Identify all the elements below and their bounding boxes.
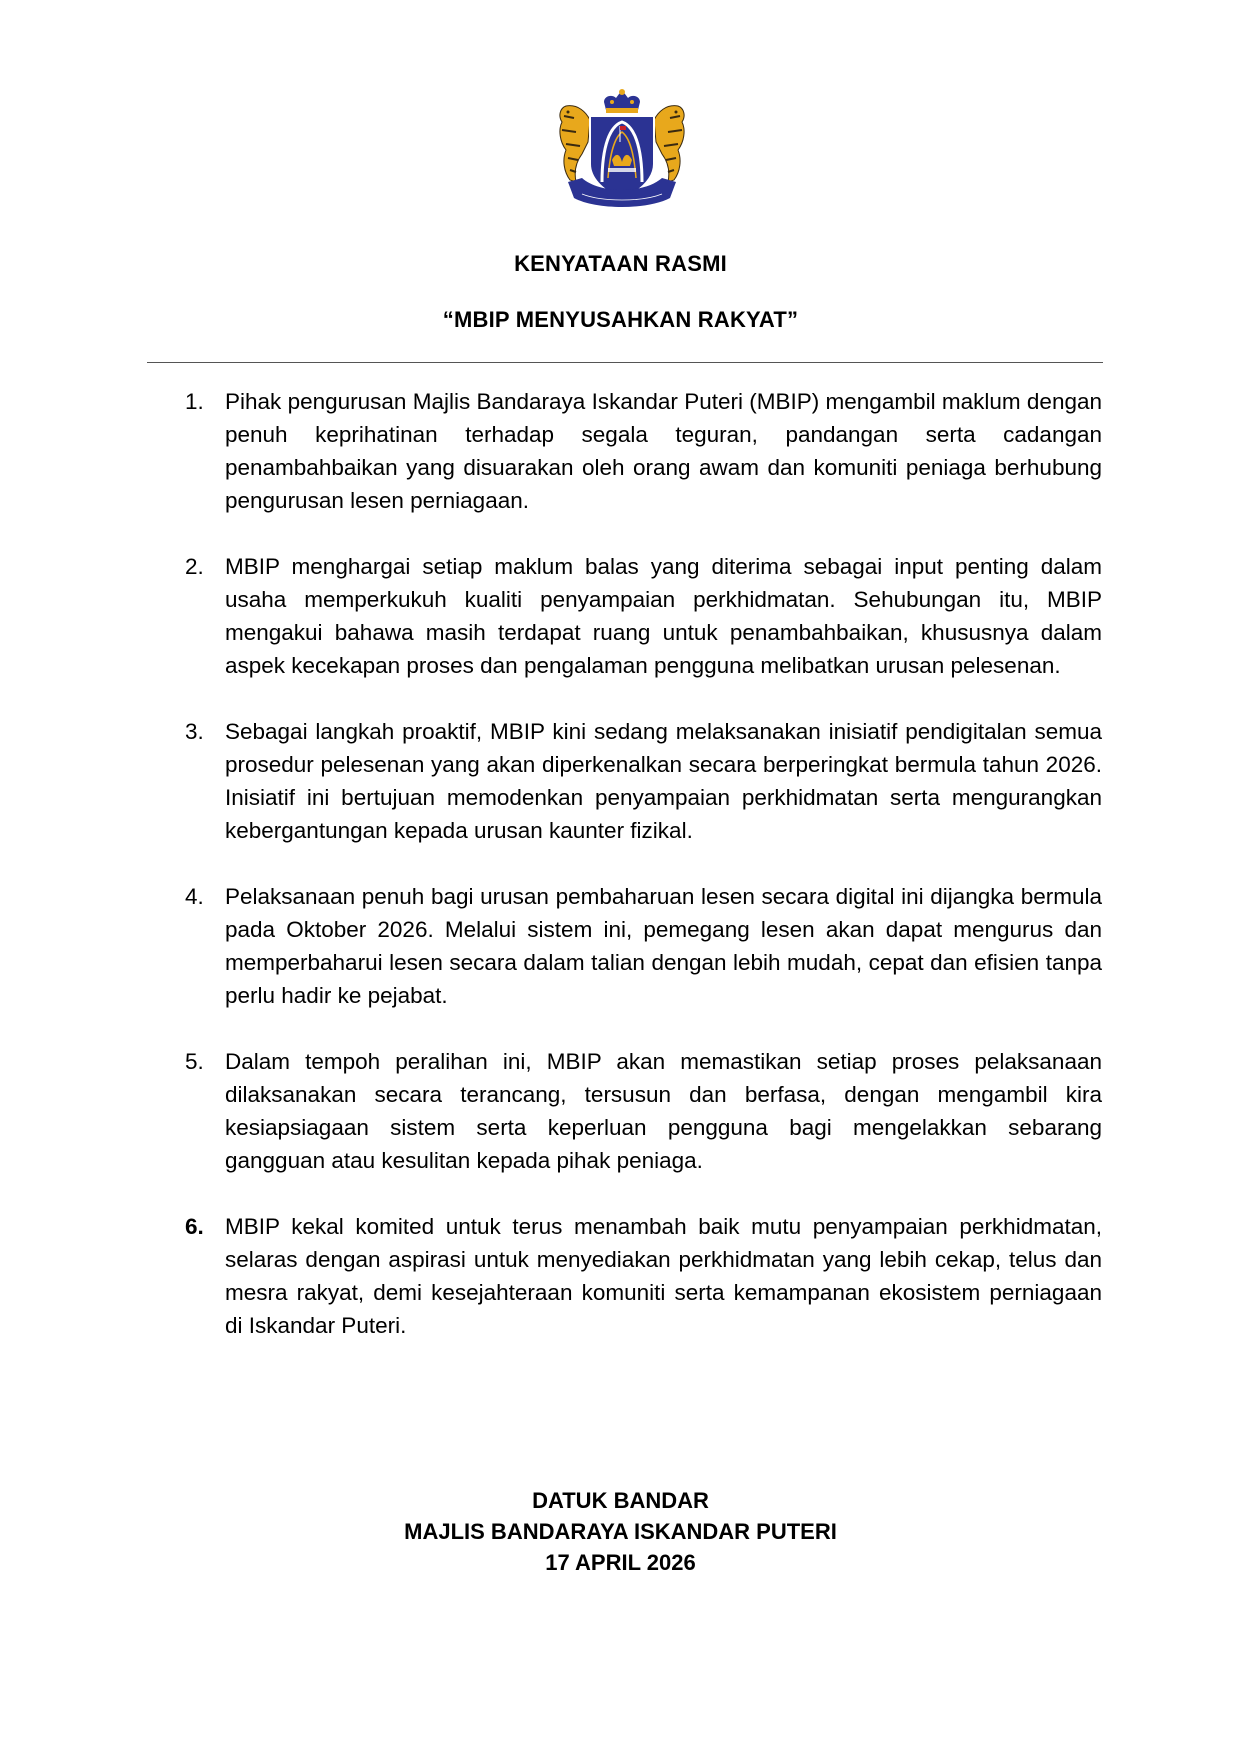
paragraph-4 bbox=[185, 880, 1102, 1012]
statement-paragraphs bbox=[185, 385, 1102, 1375]
right-tiger-icon bbox=[654, 106, 684, 182]
signature-block bbox=[0, 1485, 1241, 1578]
paragraph-6 bbox=[185, 1210, 1102, 1342]
paragraph-number: 2. bbox=[185, 554, 204, 579]
paragraph-number: 1. bbox=[185, 389, 204, 414]
paragraph-text: Dalam tempoh peralihan ini, MBIP akan memastikan setiap proses pelaksanaan dilaksanakan secara terancang, tersusun dan berfasa, dengan mengambil kira kesiapsiagaan sistem serta keperluan pengguna bagi mengelakkan sebarang gangguan atau kesulitan kepada pihak peniaga. bbox=[225, 1049, 1102, 1173]
left-tiger-icon bbox=[560, 106, 590, 182]
paragraph-text: Pihak pengurusan Majlis Bandaraya Iskandar Puteri (MBIP) mengambil maklum dengan penuh keprihatinan terhadap segala teguran, pandangan serta cadangan penambahbaikan yang disuarakan oleh orang awam dan komuniti peniaga berhubung pengurusan lesen perniagaan. bbox=[225, 389, 1102, 513]
crown-icon bbox=[604, 89, 640, 113]
paragraph-number: 4. bbox=[185, 884, 204, 909]
paragraph-text: Sebagai langkah proaktif, MBIP kini sedang melaksanakan inisiatif pendigitalan semua prosedur pelesenan yang akan diperkenalkan secara berperingkat bermula tahun 2026. Inisiatif ini bertujuan memodenkan penyampaian perkhidmatan serta mengurangkan kebergantungan kepada urusan kaunter fizikal. bbox=[225, 719, 1102, 843]
paragraph-number: 3. bbox=[185, 719, 204, 744]
paragraph-text: MBIP menghargai setiap maklum balas yang diterima sebagai input penting dalam usaha memperkukuh kualiti penyampaian perkhidmatan. Sehubungan itu, MBIP mengakui bahawa masih terdapat ruang untuk penambahbaikan, khususnya dalam aspek kecekapan proses dan pengalaman pengguna melibatkan urusan pelesenan. bbox=[225, 554, 1102, 678]
paragraph-number: 6. bbox=[185, 1214, 204, 1239]
paragraph-text: MBIP kekal komited untuk terus menambah baik mutu penyampaian perkhidmatan, selaras dengan aspirasi untuk menyediakan perkhidmatan yang lebih cekap, telus dan mesra rakyat, demi kesejahteraan komuniti serta kemampanan ekosistem perniagaan di Iskandar Puteri. bbox=[225, 1214, 1102, 1338]
statement-subtitle: “MBIP MENYUSAHKAN RAKYAT” bbox=[442, 307, 799, 332]
signatory-position: DATUK BANDAR bbox=[532, 1488, 709, 1513]
paragraph-3 bbox=[185, 715, 1102, 847]
statement-date: 17 APRIL 2026 bbox=[545, 1550, 696, 1575]
horizontal-divider bbox=[147, 362, 1103, 363]
mbip-crest-logo bbox=[552, 86, 692, 216]
paragraph-number: 5. bbox=[185, 1049, 204, 1074]
signatory-organisation: MAJLIS BANDARAYA ISKANDAR PUTERI bbox=[404, 1519, 837, 1544]
paragraph-text: Pelaksanaan penuh bagi urusan pembaharuan lesen secara digital ini dijangka bermula pada Oktober 2026. Melalui sistem ini, pemegang lesen akan dapat mengurus dan memperbaharui lesen secara dalam talian dengan lebih mudah, cepat dan efisien tanpa perlu hadir ke pejabat. bbox=[225, 884, 1102, 1008]
paragraph-2 bbox=[185, 550, 1102, 682]
statement-title: KENYATAAN RASMI bbox=[514, 251, 727, 276]
paragraph-1 bbox=[185, 385, 1102, 517]
paragraph-5 bbox=[185, 1045, 1102, 1177]
